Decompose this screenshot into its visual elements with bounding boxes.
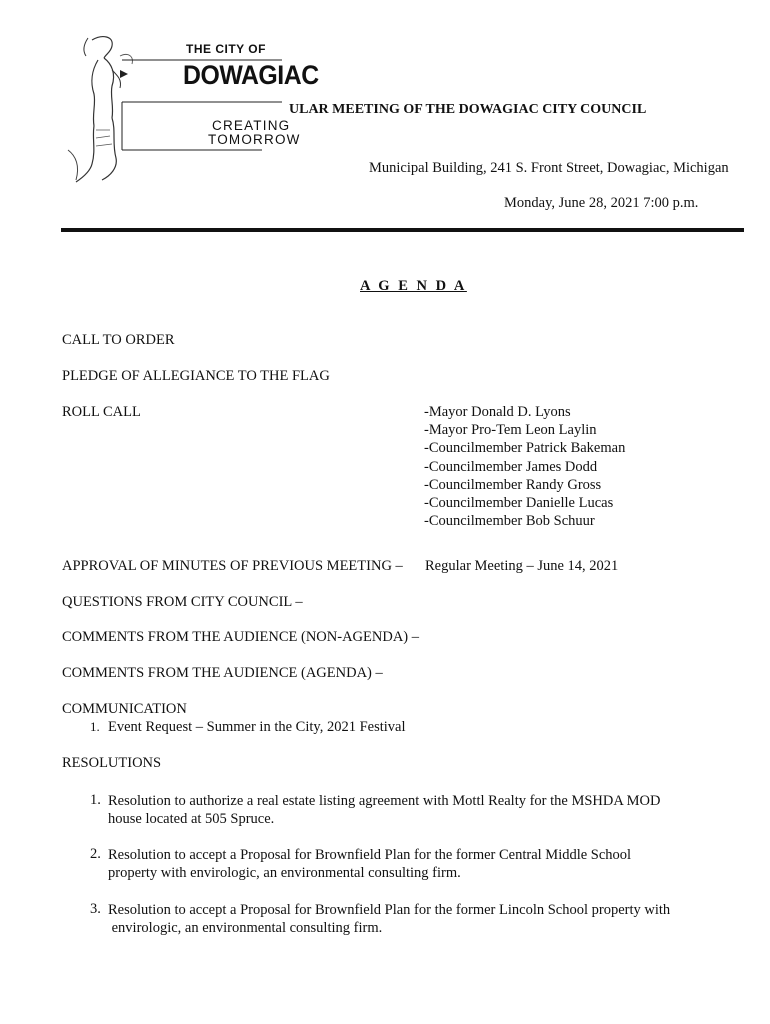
approval-minutes-detail: Regular Meeting – June 14, 2021 [425, 558, 619, 574]
communication-item-text: Event Request – Summer in the City, 2021 Festival [108, 719, 406, 735]
resolution-line: Resolution to accept a Proposal for Brownfield Plan for the former Lincoln School property with [108, 902, 671, 918]
resolution-item [108, 792, 661, 828]
council-member: -Mayor Pro-Tem Leon Laylin [424, 422, 597, 439]
meeting-address: Municipal Building, 241 S. Front Street, Dowagiac, Michigan [369, 160, 729, 176]
questions-from-council: QUESTIONS FROM CITY COUNCIL – [62, 594, 303, 610]
comments-non-agenda: COMMENTS FROM THE AUDIENCE (NON-AGENDA) – [62, 629, 419, 645]
comments-agenda: COMMENTS FROM THE AUDIENCE (AGENDA) – [62, 665, 383, 681]
pledge-of-allegiance: PLEDGE OF ALLEGIANCE TO THE FLAG [62, 368, 330, 384]
resolution-line: Resolution to authorize a real estate listing agreement with Mottl Realty for the MSHDA MOD [108, 793, 661, 809]
agenda-heading: A G E N D A [360, 278, 467, 294]
roll-call: ROLL CALL [62, 404, 141, 420]
city-logo [62, 30, 319, 188]
communication-item-number: 1. [90, 719, 100, 734]
meeting-title: ULAR MEETING OF THE DOWAGIAC CITY COUNCIL [289, 102, 647, 117]
council-member: -Councilmember Patrick Bakeman [424, 440, 626, 457]
council-member: -Councilmember James Dodd [424, 458, 598, 475]
council-member: -Councilmember Bob Schuur [424, 513, 595, 530]
council-member: -Councilmember Randy Gross [424, 476, 602, 493]
call-to-order: CALL TO ORDER [62, 332, 175, 348]
communication-heading: COMMUNICATION [62, 701, 187, 717]
logo-tagline-1: CREATING [212, 118, 291, 133]
council-member: -Mayor Donald D. Lyons [424, 404, 571, 420]
header-divider [61, 228, 744, 232]
resolution-line: house located at 505 Spruce. [108, 811, 275, 827]
logo-city-name: DOWAGIAC [183, 60, 319, 90]
meeting-date-time: Monday, June 28, 2021 7:00 p.m. [504, 195, 699, 211]
resolution-number: 2. [90, 846, 101, 862]
resolution-item [108, 901, 670, 937]
resolution-number: 1. [90, 792, 101, 808]
resolutions-heading: RESOLUTIONS [62, 755, 162, 771]
resolution-line: property with envirologic, an environmental consulting firm. [108, 865, 461, 881]
council-member: -Councilmember Danielle Lucas [424, 495, 614, 512]
resolution-item [108, 846, 631, 882]
council-member-list [424, 403, 625, 530]
resolution-line: envirologic, an environmental consulting firm. [108, 920, 383, 936]
approval-of-minutes: APPROVAL OF MINUTES OF PREVIOUS MEETING – [62, 558, 403, 574]
resolution-number: 3. [90, 901, 101, 917]
resolution-line: Resolution to accept a Proposal for Brownfield Plan for the former Central Middle School [108, 847, 632, 863]
logo-city-of: THE CITY OF [186, 42, 266, 56]
logo-tagline-2: TOMORROW [208, 132, 301, 147]
